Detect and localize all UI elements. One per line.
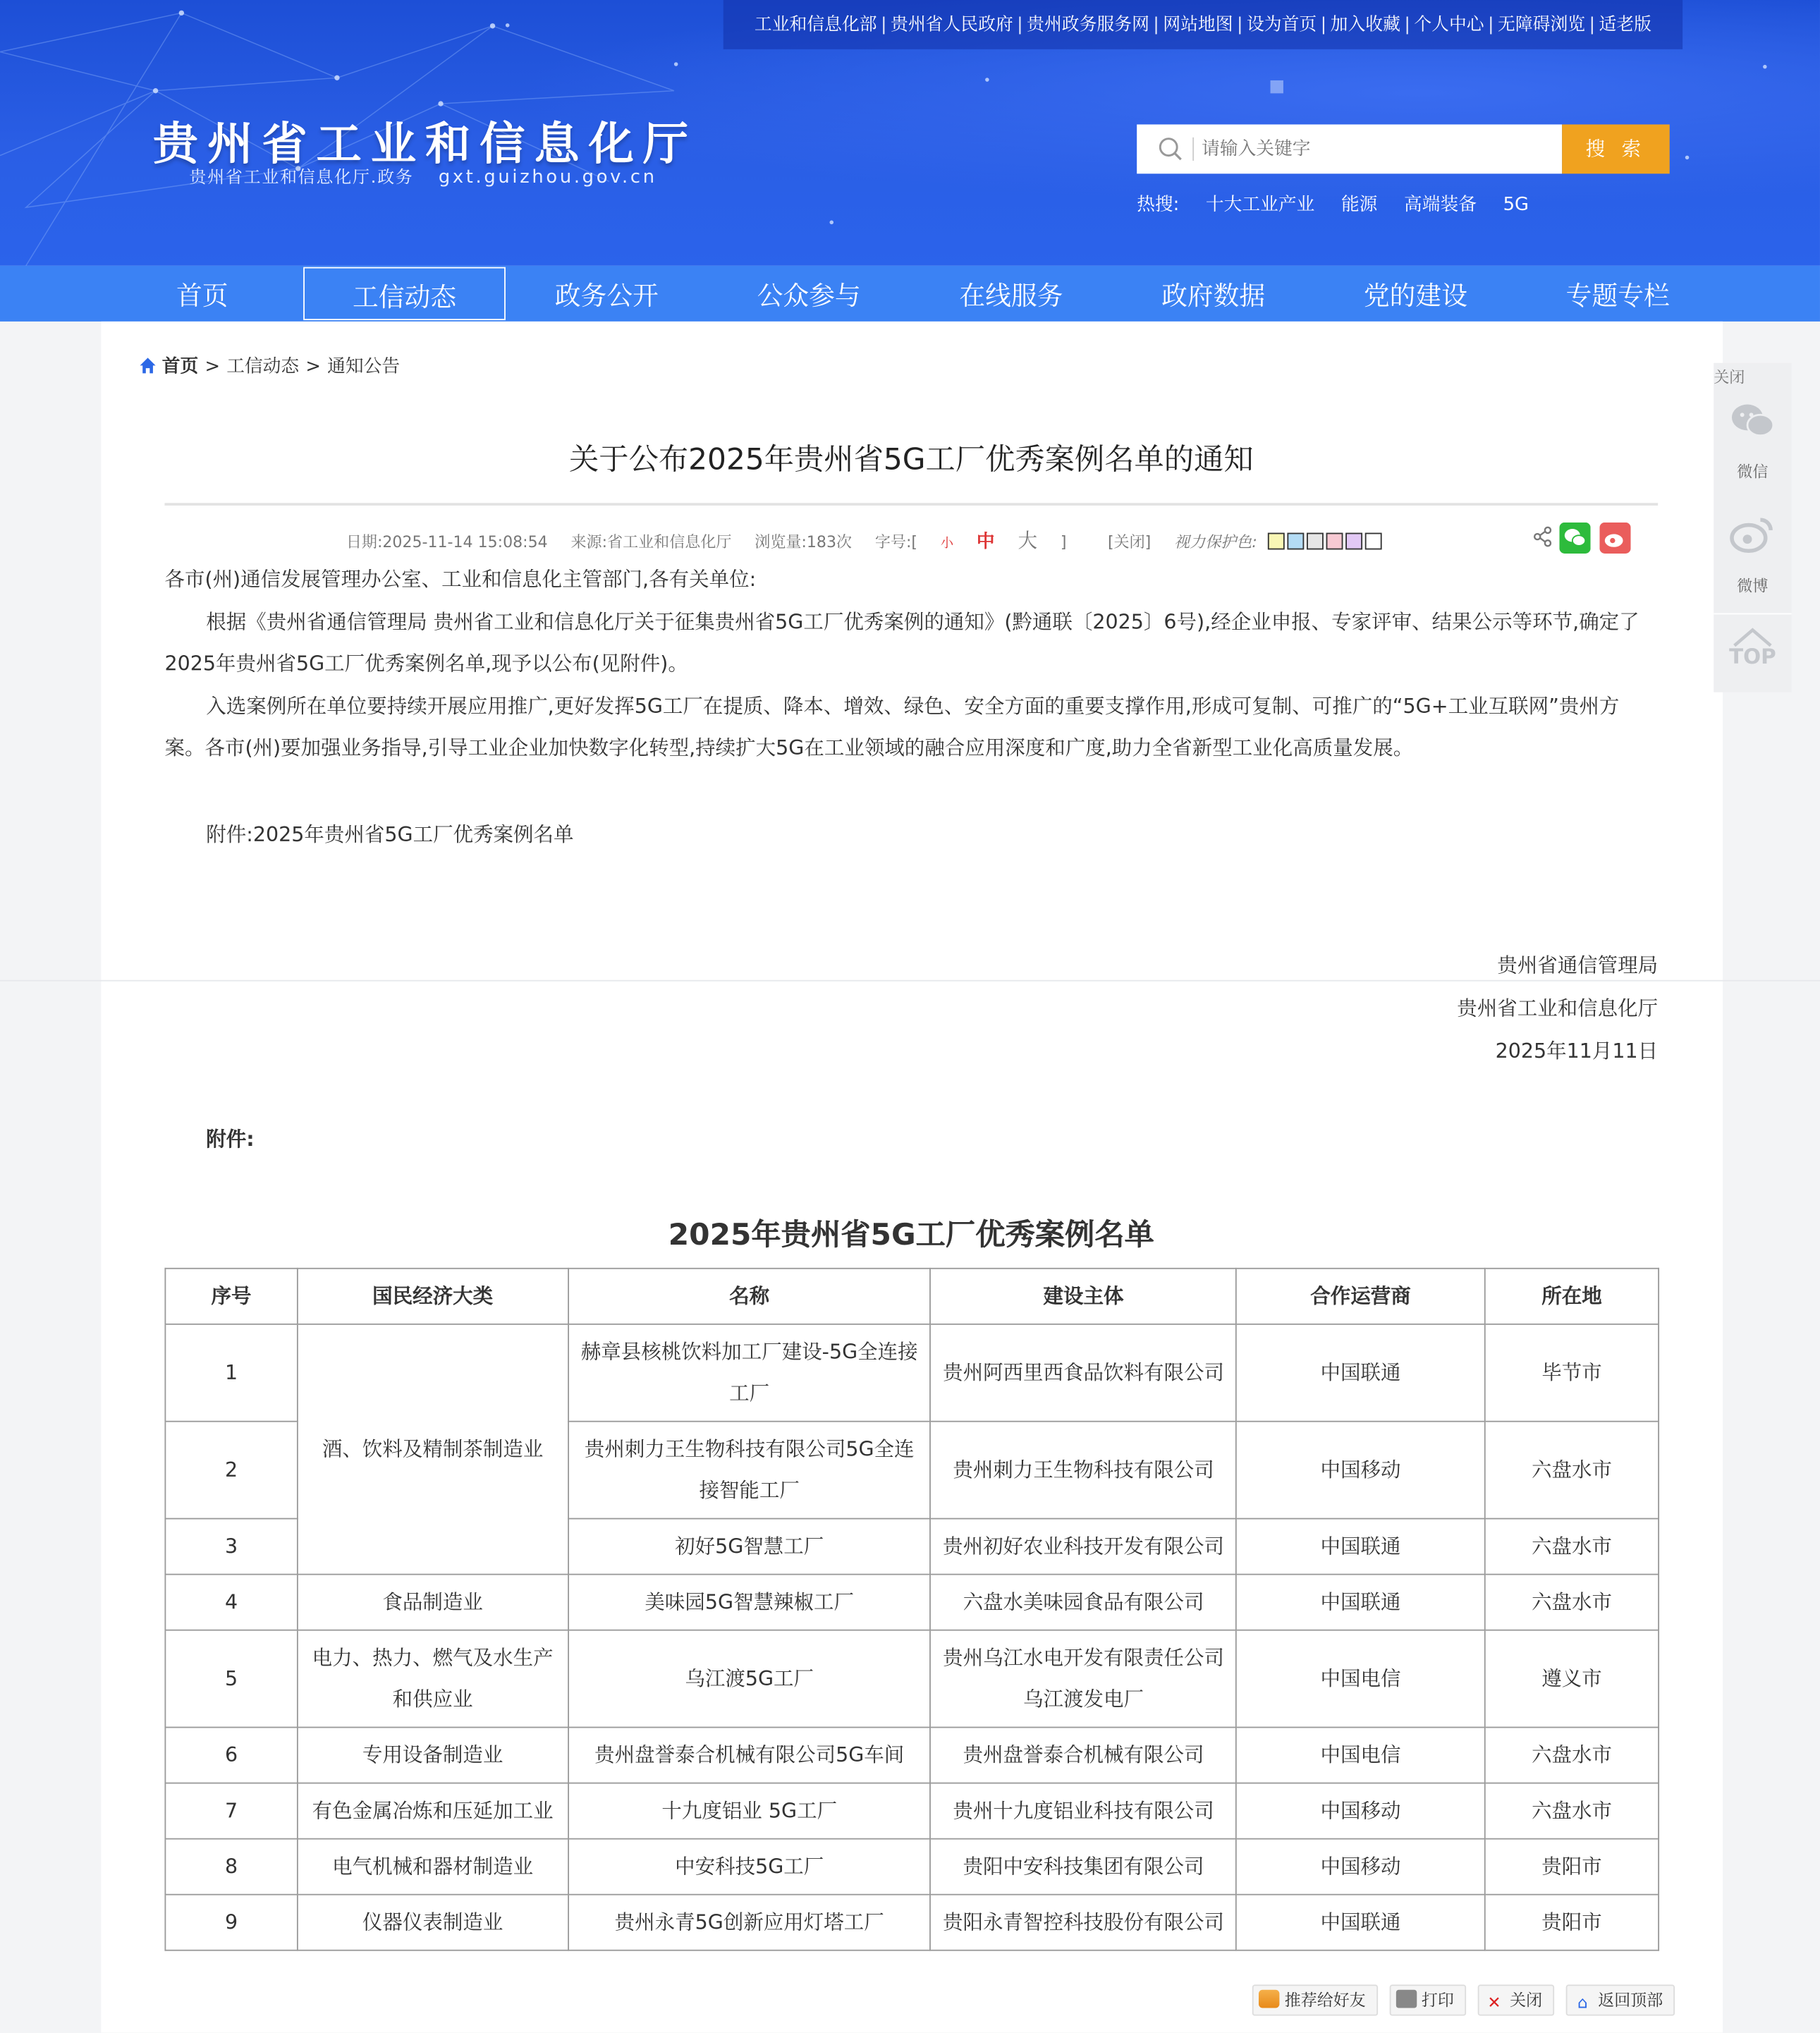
side-separator xyxy=(1714,613,1791,615)
table-cell: 贵州十九度铝业科技有限公司 xyxy=(931,1783,1236,1839)
table-cell: 六盘水市 xyxy=(1485,1422,1659,1519)
side-weibo-label: 微博 xyxy=(1737,577,1769,595)
table-row xyxy=(165,1728,1659,1783)
article-source: 来源:省工业和信息化厅 xyxy=(570,532,732,551)
back-to-top-label: 返回顶部 xyxy=(1598,1989,1663,2010)
table-cell: 中国电信 xyxy=(1236,1630,1485,1728)
nav-item[interactable]: 政务公开 xyxy=(554,280,659,312)
breadcrumb xyxy=(139,353,400,379)
table-cell: 3 xyxy=(165,1519,297,1575)
print-label: 打印 xyxy=(1421,1989,1454,2010)
attachment-heading: 附件: xyxy=(206,1128,255,1152)
table-header-row xyxy=(165,1269,1659,1324)
hot-search-item[interactable]: 能源 xyxy=(1340,194,1378,216)
main-nav xyxy=(0,266,1820,322)
close-icon: ✕ xyxy=(1487,1992,1501,2013)
share-icon[interactable] xyxy=(1532,526,1553,547)
nav-item[interactable]: 专题专栏 xyxy=(1565,280,1670,312)
table-cell: 遵义市 xyxy=(1485,1630,1659,1728)
nav-item[interactable]: 党的建设 xyxy=(1363,280,1467,312)
eye-color-swatch[interactable] xyxy=(1287,533,1304,550)
weibo-share-icon[interactable] xyxy=(1599,523,1630,554)
site-header xyxy=(0,0,1820,266)
page-divider-line xyxy=(0,980,1820,982)
top-links-bar xyxy=(723,0,1682,49)
top-link[interactable]: 无障碍浏览 xyxy=(1498,14,1586,35)
table-cell: 中国联通 xyxy=(1236,1575,1485,1630)
table-cell: 6 xyxy=(165,1728,297,1783)
table-cell: 有色金属冶炼和压延加工业 xyxy=(298,1783,568,1839)
table-cell: 电力、热力、燃气及水生产和供应业 xyxy=(298,1630,568,1728)
table-cell: 赫章县核桃饮料加工厂建设-5G全连接工厂 xyxy=(568,1324,931,1422)
recommend-friend-button[interactable] xyxy=(1252,1984,1377,2015)
breadcrumb-level2[interactable]: 通知公告 xyxy=(327,356,401,377)
hot-search-item[interactable]: 5G xyxy=(1503,194,1529,216)
table-cell: 贵州乌江水电开发有限责任公司乌江渡发电厂 xyxy=(931,1630,1236,1728)
side-close-button[interactable]: 关闭 xyxy=(1714,368,1745,386)
table-row xyxy=(165,1575,1659,1630)
star-decoration xyxy=(830,221,834,225)
table-cell: 4 xyxy=(165,1575,297,1630)
top-link-separator: | xyxy=(1017,14,1023,35)
top-link[interactable]: 适老版 xyxy=(1599,14,1651,35)
nav-item[interactable]: 公众参与 xyxy=(757,280,861,312)
eye-color-swatch[interactable] xyxy=(1268,533,1285,550)
top-link-separator: | xyxy=(1488,14,1494,35)
hot-search-label: 热搜: xyxy=(1137,194,1180,216)
attachment-link[interactable]: 附件:2025年贵州省5G工厂优秀案例名单 xyxy=(206,823,574,847)
top-link-separator: | xyxy=(1153,14,1159,35)
article-paragraph-1: 根据《贵州省通信管理局 贵州省工业和信息化厅关于征集贵州省5G工厂优秀案例的通知》(黔通联〔2025〕6号),经企业申报、专家评审、结果公示等环节,确定了2025年贵州省5G工厂优秀案例名单,现予以公布(见附件)。 xyxy=(164,610,1639,676)
site-title[interactable]: 贵州省工业和信息化厅 xyxy=(152,118,698,171)
table-cell: 7 xyxy=(165,1783,297,1839)
weibo-icon[interactable] xyxy=(1729,513,1776,555)
side-top-label[interactable]: TOP xyxy=(1729,644,1776,669)
top-link-separator: | xyxy=(1404,14,1410,35)
print-button[interactable] xyxy=(1389,1984,1465,2015)
table-cell: 六盘水市 xyxy=(1485,1728,1659,1783)
table-row xyxy=(165,1324,1659,1422)
breadcrumb-home[interactable]: 首页 xyxy=(161,356,199,377)
wechat-icon[interactable] xyxy=(1730,402,1775,441)
close-label: 关闭 xyxy=(1510,1989,1543,2010)
table-cell: 美味园5G智慧辣椒工厂 xyxy=(568,1575,931,1630)
nav-item[interactable]: 工信动态 xyxy=(303,267,506,320)
table-cell: 贵州盘誉泰合机械有限公司 xyxy=(931,1728,1236,1783)
breadcrumb-separator: > xyxy=(204,356,221,377)
article-date: 日期:2025-11-14 15:08:54 xyxy=(346,532,548,551)
nav-item[interactable]: 政府数据 xyxy=(1161,280,1266,312)
table-cell: 贵州刺力王生物科技有限公司 xyxy=(931,1422,1236,1519)
top-link[interactable]: 个人中心 xyxy=(1414,14,1484,35)
table-cell: 中国联通 xyxy=(1236,1324,1485,1422)
top-link-separator: | xyxy=(881,14,887,35)
table-cell: 中国移动 xyxy=(1236,1422,1485,1519)
table-cell: 食品制造业 xyxy=(298,1575,568,1630)
table-cell: 贵阳市 xyxy=(1485,1895,1659,1950)
table-cell: 1 xyxy=(165,1324,297,1422)
table-header-cell: 合作运营商 xyxy=(1236,1269,1485,1324)
table-cell: 专用设备制造业 xyxy=(298,1728,568,1783)
table-title: 2025年贵州省5G工厂优秀案例名单 xyxy=(668,1219,1154,1252)
table-cell: 贵州盘誉泰合机械有限公司5G车间 xyxy=(568,1728,931,1783)
table-header-cell: 所在地 xyxy=(1485,1269,1659,1324)
top-link[interactable]: 设为首页 xyxy=(1246,14,1317,35)
table-cell: 中国联通 xyxy=(1236,1519,1485,1575)
table-cell: 六盘水市 xyxy=(1485,1519,1659,1575)
hand-icon xyxy=(1259,1990,1279,2008)
top-link[interactable]: 加入收藏 xyxy=(1330,14,1400,35)
table-cell: 9 xyxy=(165,1895,297,1950)
star-decoration xyxy=(1685,156,1690,160)
side-wechat-label: 微信 xyxy=(1737,463,1769,482)
title-underline xyxy=(164,503,1658,506)
top-link-separator: | xyxy=(1320,14,1327,35)
site-subtitle-text: 贵州省工业和信息化厅.政务 xyxy=(189,168,414,188)
article-title: 关于公布2025年贵州省5G工厂优秀案例名单的通知 xyxy=(569,443,1254,477)
search-input[interactable] xyxy=(1202,124,1551,173)
hot-search-item[interactable]: 高端装备 xyxy=(1404,194,1477,216)
printer-icon xyxy=(1395,1990,1416,2008)
table-row xyxy=(165,1839,1659,1895)
bottom-tools xyxy=(1252,1984,1680,2015)
table-cell: 贵阳市 xyxy=(1485,1839,1659,1895)
font-size-large[interactable]: 大 xyxy=(1018,529,1038,553)
search-icon xyxy=(1158,136,1184,162)
search-button[interactable]: 搜 索 xyxy=(1562,124,1670,173)
font-size-end: ] xyxy=(1060,532,1067,551)
table-header-cell: 国民经济大类 xyxy=(298,1269,568,1324)
signature-date: 2025年11月11日 xyxy=(1495,1039,1659,1063)
breadcrumb-level1[interactable]: 工信动态 xyxy=(226,356,300,377)
top-link-separator: | xyxy=(1589,14,1596,35)
close-button[interactable] xyxy=(1477,1984,1553,2015)
table-cell: 中安科技5G工厂 xyxy=(568,1839,931,1895)
table-cell: 贵州永青5G创新应用灯塔工厂 xyxy=(568,1895,931,1950)
font-size-label: 字号:[ xyxy=(874,532,917,551)
site-subtitle xyxy=(189,164,656,188)
top-link[interactable]: 贵州省人民政府 xyxy=(891,14,1013,35)
table-cell: 贵阳永青智控科技股份有限公司 xyxy=(931,1895,1236,1950)
eye-color-swatch[interactable] xyxy=(1307,533,1324,550)
article-meta xyxy=(346,526,1403,554)
table-header-cell: 建设主体 xyxy=(931,1269,1236,1324)
eye-color-swatch[interactable] xyxy=(1364,533,1381,550)
table-row xyxy=(165,1783,1659,1839)
top-link[interactable]: 网站地图 xyxy=(1163,14,1233,35)
case-list-table xyxy=(164,1268,1659,1951)
table-cell: 十九度铝业 5G工厂 xyxy=(568,1783,931,1839)
article-paragraph-2: 入选案例所在单位要持续开展应用推广,更好发挥5G工厂在提质、降本、增效、绿色、安全方面的重要支撑作用,形成可复制、可推广的“5G+工业互联网”贵州方案。各市(州)要加强业务指导,引导工业企业加快数字化转型,持续扩大5G在工业领域的融合应用深度和广度,助力全省新型工业化高质量发展。 xyxy=(164,695,1620,760)
table-cell: 中国电信 xyxy=(1236,1728,1485,1783)
table-cell: 初好5G智慧工厂 xyxy=(568,1519,931,1575)
hot-search xyxy=(1137,190,1549,216)
article-salutation: 各市(州)通信发展管理办公室、工业和信息化主管部门,各有关单位: xyxy=(164,568,757,592)
table-cell: 中国移动 xyxy=(1236,1783,1485,1839)
table-header-cell: 名称 xyxy=(568,1269,931,1324)
table-cell: 电气机械和器材制造业 xyxy=(298,1839,568,1895)
table-cell: 2 xyxy=(165,1422,297,1519)
table-cell: 5 xyxy=(165,1630,297,1728)
search-bar xyxy=(1137,124,1670,173)
top-link[interactable]: 贵州政务服务网 xyxy=(1027,14,1149,35)
font-size-medium[interactable]: 中 xyxy=(976,531,995,553)
table-cell: 六盘水市 xyxy=(1485,1783,1659,1839)
article-views: 浏览量:183次 xyxy=(755,532,853,551)
side-float-panel xyxy=(1714,363,1791,692)
table-cell: 毕节市 xyxy=(1485,1324,1659,1422)
table-cell: 乌江渡5G工厂 xyxy=(568,1630,931,1728)
star-decoration xyxy=(1763,65,1767,69)
table-cell: 贵阳中安科技集团有限公司 xyxy=(931,1839,1236,1895)
star-decoration xyxy=(1271,80,1283,93)
search-box xyxy=(1137,124,1562,173)
nav-item[interactable]: 在线服务 xyxy=(959,280,1063,312)
site-domain: gxt.guizhou.gov.cn xyxy=(438,167,657,188)
table-cell: 酒、饮料及精制茶制造业 xyxy=(298,1324,568,1575)
font-size-small[interactable]: 小 xyxy=(940,537,954,551)
table-cell: 中国联通 xyxy=(1236,1895,1485,1950)
wechat-share-icon[interactable] xyxy=(1559,523,1590,554)
table-cell: 六盘水市 xyxy=(1485,1575,1659,1630)
table-cell: 仪器仪表制造业 xyxy=(298,1895,568,1950)
top-link-separator: | xyxy=(1237,14,1243,35)
eye-color-swatch[interactable] xyxy=(1345,533,1362,550)
top-link[interactable]: 工业和信息化部 xyxy=(754,14,877,35)
recommend-friend-label: 推荐给好友 xyxy=(1284,1989,1366,2010)
home-icon xyxy=(139,357,157,375)
star-decoration xyxy=(506,23,510,28)
table-cell: 贵州刺力王生物科技有限公司5G全连接智能工厂 xyxy=(568,1422,931,1519)
signature-org-1: 贵州省通信管理局 xyxy=(1497,953,1659,978)
back-to-top-button[interactable] xyxy=(1565,1984,1674,2015)
close-link[interactable]: [关闭] xyxy=(1107,532,1152,551)
nav-item[interactable]: 首页 xyxy=(176,280,228,312)
table-cell: 8 xyxy=(165,1839,297,1895)
signature-org-2: 贵州省工业和信息化厅 xyxy=(1457,996,1659,1020)
table-cell: 六盘水美味园食品有限公司 xyxy=(931,1575,1236,1630)
eye-color-swatch[interactable] xyxy=(1326,533,1343,550)
star-decoration xyxy=(985,78,989,82)
table-cell: 中国移动 xyxy=(1236,1839,1485,1895)
table-row xyxy=(165,1895,1659,1950)
table-cell: 贵州初好农业科技开发有限公司 xyxy=(931,1519,1236,1575)
table-header-cell: 序号 xyxy=(165,1269,297,1324)
search-divider xyxy=(1192,138,1194,161)
breadcrumb-separator: > xyxy=(305,356,321,377)
font-size-control xyxy=(874,529,1085,553)
house-icon: ⌂ xyxy=(1577,1992,1588,2013)
star-decoration xyxy=(674,62,678,66)
table-row xyxy=(165,1630,1659,1728)
table-cell: 贵州阿西里西食品饮料有限公司 xyxy=(931,1324,1236,1422)
eye-protection-label: 视力保护色: xyxy=(1174,532,1257,551)
hot-search-item[interactable]: 十大工业产业 xyxy=(1205,194,1315,216)
eye-color-swatches xyxy=(1268,533,1384,551)
